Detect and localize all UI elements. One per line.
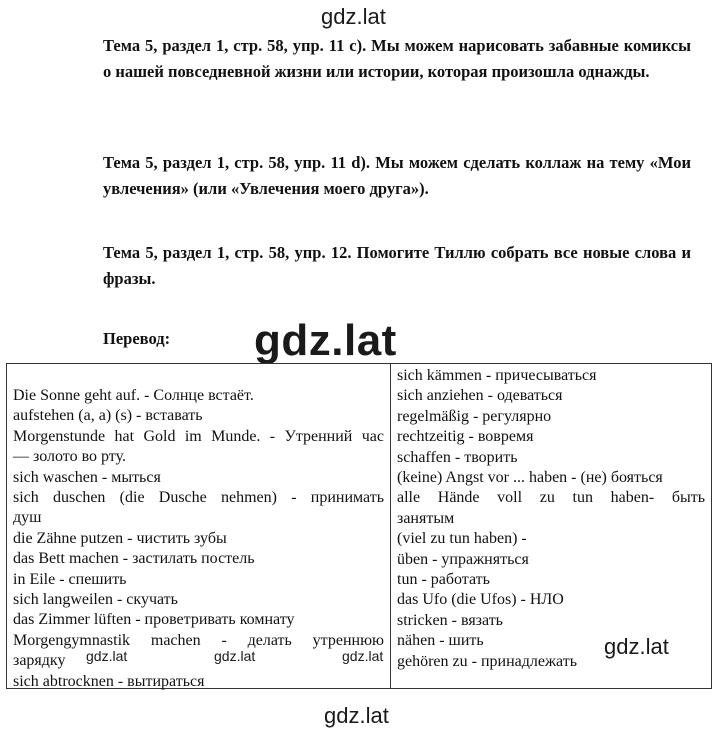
vocab-row: душ: [13, 509, 42, 527]
vocab-row: stricken - вязать: [397, 611, 503, 629]
vocab-row: rechtzeitig - вовремя: [397, 428, 534, 446]
watermark-small: gdz.lat: [86, 648, 128, 664]
vocab-row: tun - работать: [397, 571, 490, 589]
vocab-row: Die Sonne geht auf. - Солнце встаёт.: [13, 387, 254, 404]
vocab-row: in Eile - спешить: [13, 570, 127, 588]
vocab-row: die Zähne putzen - чистить зубы: [13, 529, 227, 547]
vocab-row: Morgengymnastik machen - делать утреннюю: [13, 631, 384, 649]
vocab-row: Morgenstunde hat Gold im Munde. - Утренний час: [13, 427, 384, 445]
vocab-row: gehören zu - принадлежать: [397, 652, 578, 670]
vocab-row: sich duschen (die Dusche nehmen) - принимать: [13, 489, 384, 507]
vocab-row: sich abtrocknen - вытираться: [13, 672, 205, 690]
translation-label: Перевод:: [103, 329, 171, 348]
watermark-small: gdz.lat: [214, 648, 256, 664]
task-11d: Тема 5, раздел 1, стр. 58, упр. 11 d). Мы можем сделать коллаж на тему «Мои увлечения» (или «Увлечения моего друга»).: [103, 153, 691, 198]
vocab-row: sich kämmen - причесываться: [397, 367, 597, 384]
vocab-row: (viel zu tun haben) -: [397, 530, 527, 548]
watermark-small: gdz.lat: [342, 648, 384, 664]
watermark-top: gdz.lat: [321, 4, 386, 29]
vocab-row: das Bett machen - застилать постель: [13, 550, 255, 568]
vocab-row: üben - упражняться: [397, 550, 529, 568]
watermark-right: gdz.lat: [604, 634, 669, 659]
vocab-row: alle Hände voll zu tun haben- быть: [397, 489, 705, 507]
vocab-row: занятым: [397, 509, 455, 527]
vocab-row: (keine) Angst vor ... haben - (не) бояться: [397, 469, 663, 487]
vocab-row: nähen - шить: [397, 632, 484, 650]
vocab-row: sich langweilen - скучать: [13, 591, 178, 609]
vocab-row: aufstehen (a, a) (s) - вставать: [13, 407, 203, 425]
vocab-row: sich anziehen - одеваться: [397, 387, 563, 405]
vocab-row: schaffen - творить: [397, 448, 518, 466]
vocab-row: das Ufo (die Ufos) - НЛО: [397, 591, 564, 609]
vocab-row: regelmäßig - регулярно: [397, 407, 552, 425]
vocab-row: sich waschen - мыться: [13, 468, 161, 486]
task-12: Тема 5, раздел 1, стр. 58, упр. 12. Помогите Тиллю собрать все новые слова и фразы.: [103, 243, 691, 288]
vocab-row: зарядку: [13, 652, 66, 670]
watermark-center: gdz.lat: [254, 316, 397, 365]
vocabulary-left-column: [7, 364, 391, 688]
vocab-row: — золото во рту.: [13, 448, 126, 466]
watermark-bottom: gdz.lat: [324, 703, 389, 728]
task-11c: Тема 5, раздел 1, стр. 58, упр. 11 с). Мы можем нарисовать забавные комиксы о нашей повседневной жизни или истории, которая произошла однажды.: [103, 36, 691, 81]
vocab-row: das Zimmer lüften - проветривать комнату: [13, 611, 295, 629]
